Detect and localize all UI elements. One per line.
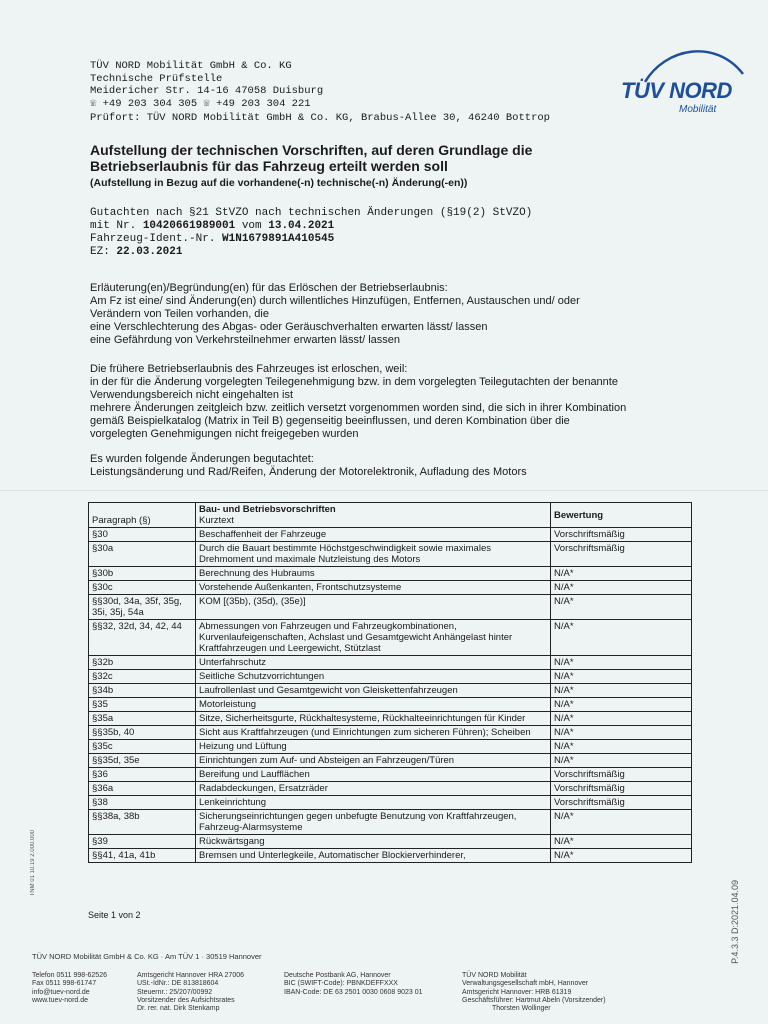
footer-web: www.tuev-nord.de <box>32 996 89 1004</box>
footer-line: Vorsitzender des Aufsichtsrates <box>137 996 235 1004</box>
row-kurztext: Beschaffenheit der Fahrzeuge <box>196 528 551 542</box>
row-bewertung: N/A* <box>551 754 692 768</box>
row-kurztext: Bereifung und Laufflächen <box>196 768 551 782</box>
registration-label: EZ: <box>90 246 117 258</box>
row-bewertung: N/A* <box>551 740 692 754</box>
expiry-line: gemäß Beispielkatalog (Matrix in Teil B) gegenseitig beeinflussen, und deren Kombination über die <box>90 415 570 427</box>
explanation-line: Erläuterung(en)/Begründung(en) für das Erlöschen der Betriebserlaubnis: <box>90 282 448 294</box>
table-row <box>89 670 692 684</box>
page-number: Seite 1 von 2 <box>88 910 141 920</box>
unit-name: Technische Prüfstelle <box>90 72 223 85</box>
footer-email: info@tuev-nord.de <box>32 988 90 996</box>
table-row <box>89 768 692 782</box>
footer-line: Amtsgericht Hannover HRA 27006 <box>137 972 244 979</box>
form-code-right: P.4.3.3 D:2021.04.09 <box>730 880 740 964</box>
row-kurztext: Radabdeckungen, Ersatzräder <box>196 782 551 796</box>
test-location: Prüfort: TÜV NORD Mobilität GmbH & Co. KG, Brabus-Allee 30, 46240 Bottrop <box>90 112 550 124</box>
row-paragraph: §35a <box>89 712 196 726</box>
footer-management <box>462 972 606 1013</box>
row-bewertung: Vorschriftsmäßig <box>551 768 692 782</box>
assessed-changes: Leistungsänderung und Rad/Reifen, Änderung der Motorelektronik, Aufladung des Motors <box>90 466 527 478</box>
vin-line <box>90 233 532 246</box>
row-kurztext: Motorleistung <box>196 698 551 712</box>
table-header-row <box>89 503 692 528</box>
table-row <box>89 754 692 768</box>
row-bewertung: N/A* <box>551 670 692 684</box>
footer-address: TÜV NORD Mobilität GmbH & Co. KG · Am TÜV 1 · 30519 Hannover <box>32 952 262 961</box>
row-bewertung: N/A* <box>551 712 692 726</box>
row-kurztext: Bremsen und Unterlegkeile, Automatischer Blockierverhinderer, <box>196 849 551 863</box>
assessed-changes-section <box>90 453 730 479</box>
assessed-heading: Es wurden folgende Änderungen begutachtet: <box>90 453 314 465</box>
table-row <box>89 656 692 670</box>
report-reference <box>90 207 532 259</box>
row-paragraph: §35c <box>89 740 196 754</box>
row-bewertung: N/A* <box>551 835 692 849</box>
row-paragraph: §39 <box>89 835 196 849</box>
header-kurztext <box>196 503 551 528</box>
footer-line: Geschäftsführer: Hartmut Abeln (Vorsitzender) <box>462 996 606 1004</box>
row-paragraph: §32b <box>89 656 196 670</box>
table-row <box>89 684 692 698</box>
table-row <box>89 567 692 581</box>
logo-name: TÜV NORD <box>621 78 732 103</box>
table-row <box>89 620 692 656</box>
row-paragraph: §34b <box>89 684 196 698</box>
row-kurztext: Berechnung des Hubraums <box>196 567 551 581</box>
row-kurztext: Seitliche Schutzvorrichtungen <box>196 670 551 684</box>
expiry-line: mehrere Änderungen zeitgleich bzw. zeitlich versetzt vorgenommen worden sind, die sich in ihrer Kombination <box>90 402 627 414</box>
document-subtitle: (Aufstellung in Bezug auf die vorhandene(-n) technische(-n) Änderung(-en)) <box>90 177 468 189</box>
registration-date: 22.03.2021 <box>116 246 183 258</box>
row-bewertung: N/A* <box>551 684 692 698</box>
footer-line: Dr. rer. nat. Dirk Stenkamp <box>137 1005 220 1013</box>
row-kurztext: Laufrollenlast und Gesamtgewicht von Gleiskettenfahrzeugen <box>196 684 551 698</box>
table-row <box>89 782 692 796</box>
row-bewertung: N/A* <box>551 698 692 712</box>
row-paragraph: §30b <box>89 567 196 581</box>
report-number: 10420661989001 <box>142 220 236 232</box>
footer-line: IBAN-Code: DE 63 2501 0030 0608 9023 01 <box>284 988 423 996</box>
row-kurztext: Rückwärtsgang <box>196 835 551 849</box>
table-row <box>89 849 692 863</box>
footer-bank <box>284 972 423 997</box>
table-row <box>89 698 692 712</box>
tuev-nord-logo <box>605 38 745 118</box>
row-paragraph: §36 <box>89 768 196 782</box>
table-row <box>89 726 692 740</box>
expiry-line: Die frühere Betriebserlaubnis des Fahrzeuges ist erloschen, weil: <box>90 363 408 375</box>
sender-address <box>90 60 323 110</box>
row-paragraph: §§35b, 40 <box>89 726 196 740</box>
row-bewertung: N/A* <box>551 581 692 595</box>
vin-value: W1N1679891A410545 <box>222 233 335 245</box>
row-kurztext: Lenkeinrichtung <box>196 796 551 810</box>
row-bewertung: N/A* <box>551 656 692 670</box>
report-date: 13.04.2021 <box>268 220 335 232</box>
report-number-line <box>90 220 532 233</box>
footer-registry <box>137 972 244 1013</box>
footer-line: BIC (SWIFT-Code): PBNKDEFFXXX <box>284 980 398 988</box>
row-kurztext: Vorstehende Außenkanten, Frontschutzsysteme <box>196 581 551 595</box>
row-bewertung: Vorschriftsmäßig <box>551 782 692 796</box>
row-paragraph: §§38a, 38b <box>89 810 196 835</box>
table-row <box>89 712 692 726</box>
form-code-left: TNM 01 10.19 2.000.000 <box>30 830 36 897</box>
row-paragraph: §38 <box>89 796 196 810</box>
expiry-line: in der für die Änderung vorgelegten Teilegenehmigung bzw. in dem vorgelegten Teilegutachten der benannte <box>90 376 618 388</box>
row-kurztext: Durch die Bauart bestimmte Höchstgeschwindigkeit sowie maximales Drehmoment und maximale Nutzleistung des Motors <box>196 542 551 567</box>
row-bewertung: Vorschriftsmäßig <box>551 542 692 567</box>
row-bewertung: N/A* <box>551 849 692 863</box>
row-kurztext: Sicherungseinrichtungen gegen unbefugte Benutzung von Kraftfahrzeugen, Fahrzeug-Alarmsysteme <box>196 810 551 835</box>
explanation-line: eine Verschlechterung des Abgas- oder Geräuschverhalten erwarten lässt/ lassen <box>90 321 488 333</box>
row-bewertung: Vorschriftsmäßig <box>551 796 692 810</box>
row-paragraph: §§35d, 35e <box>89 754 196 768</box>
table-row <box>89 810 692 835</box>
footer-line: Steuernr.: 25/207/00992 <box>137 988 213 996</box>
row-paragraph: §30 <box>89 528 196 542</box>
footer-contact <box>32 972 107 1005</box>
explanation-line: eine Gefährdung von Verkehrsteilnehmer erwarten lässt/ lassen <box>90 334 401 346</box>
table-row <box>89 542 692 567</box>
company-name: TÜV NORD Mobilität GmbH & Co. KG <box>90 60 292 72</box>
row-bewertung: N/A* <box>551 620 692 656</box>
street-address: Meidericher Str. 14-16 47058 Duisburg <box>90 85 324 97</box>
header-group: Bau- und Betriebsvorschriften <box>199 504 336 515</box>
table-row <box>89 835 692 849</box>
explanation-line: Verändern von Teilen vorhanden, die <box>90 308 269 320</box>
paper-fold-line <box>0 490 768 491</box>
row-paragraph: §§41, 41a, 41b <box>89 849 196 863</box>
regulations-table <box>88 502 692 863</box>
row-bewertung: Vorschriftsmäßig <box>551 528 692 542</box>
row-paragraph: §30c <box>89 581 196 595</box>
row-paragraph: §32c <box>89 670 196 684</box>
header-kurztext-label: Kurztext <box>199 515 234 526</box>
footer-line: Amtsgericht Hannover: HRB 61319 <box>462 988 572 996</box>
table-row <box>89 595 692 620</box>
row-kurztext: Sicht aus Kraftfahrzeugen (und Einrichtungen zum sicheren Führen); Scheiben <box>196 726 551 740</box>
expiry-line: Verwendungsbereich nicht eingehalten ist <box>90 389 294 401</box>
header-bewertung: Bewertung <box>551 503 692 528</box>
table-row <box>89 796 692 810</box>
logo-subtitle: Mobilität <box>679 104 717 115</box>
row-paragraph: §36a <box>89 782 196 796</box>
row-paragraph: §§30d, 34a, 35f, 35g, 35i, 35j, 54a <box>89 595 196 620</box>
row-paragraph: §30a <box>89 542 196 567</box>
row-kurztext: Heizung und Lüftung <box>196 740 551 754</box>
table-row <box>89 740 692 754</box>
phone-line: ☏ +49 203 304 305 ☏ +49 203 304 221 <box>90 97 311 110</box>
row-kurztext: Abmessungen von Fahrzeugen und Fahrzeugkombinationen, Kurvenlaufeigenschaften, Achslast und Gesamtgewicht Anhängelast hinter Kraftfahrzeugen und Leergewicht, Stützlast <box>196 620 551 656</box>
footer-line: Deutsche Postbank AG, Hannover <box>284 972 391 979</box>
row-paragraph: §35 <box>89 698 196 712</box>
footer-fax: Fax 0511 998-61747 <box>32 980 97 988</box>
report-date-label: vom <box>235 220 269 232</box>
row-kurztext: Sitze, Sicherheitsgurte, Rückhaltesysteme, Rückhalteeinrichtungen für Kinder <box>196 712 551 726</box>
footer-line: Verwaltungsgesellschaft mbH, Hannover <box>462 980 589 988</box>
row-bewertung: N/A* <box>551 810 692 835</box>
table-row <box>89 581 692 595</box>
explanation-section <box>90 282 730 347</box>
registration-line <box>90 246 532 259</box>
row-bewertung: N/A* <box>551 726 692 740</box>
explanation-line: Am Fz ist eine/ sind Änderung(en) durch willentliches Hinzufügen, Entfernen, Austauschen und/ oder <box>90 295 580 307</box>
row-kurztext: Unterfahrschutz <box>196 656 551 670</box>
expiry-section <box>90 363 730 441</box>
row-kurztext: KOM [(35b), (35d), (35e)] <box>196 595 551 620</box>
table-row <box>89 528 692 542</box>
report-number-label: mit Nr. <box>90 220 143 232</box>
document-title: Aufstellung der technischen Vorschriften, auf deren Grundlage die Betriebserlaubnis für das Fahrzeug erteilt werden soll <box>90 142 533 174</box>
vin-label: Fahrzeug-Ident.-Nr. <box>90 233 223 245</box>
report-type: Gutachten nach §21 StVZO nach technischen Änderungen (§19(2) StVZO) <box>90 207 533 219</box>
footer-line: USt.-IdNr.: DE 813818604 <box>137 980 219 988</box>
expiry-line: vorgelegten Genehmigungen nicht freigegeben wurden <box>90 428 359 440</box>
row-paragraph: §§32, 32d, 34, 42, 44 <box>89 620 196 656</box>
row-kurztext: Einrichtungen zum Auf- und Absteigen an Fahrzeugen/Türen <box>196 754 551 768</box>
footer-line: Thorsten Wollinger <box>492 1005 551 1013</box>
footer-phone: Telefon 0511 998-62526 <box>32 972 107 979</box>
footer-line: TÜV NORD Mobilität <box>462 972 527 979</box>
row-bewertung: N/A* <box>551 595 692 620</box>
row-bewertung: N/A* <box>551 567 692 581</box>
header-paragraph: Paragraph (§) <box>89 503 196 528</box>
